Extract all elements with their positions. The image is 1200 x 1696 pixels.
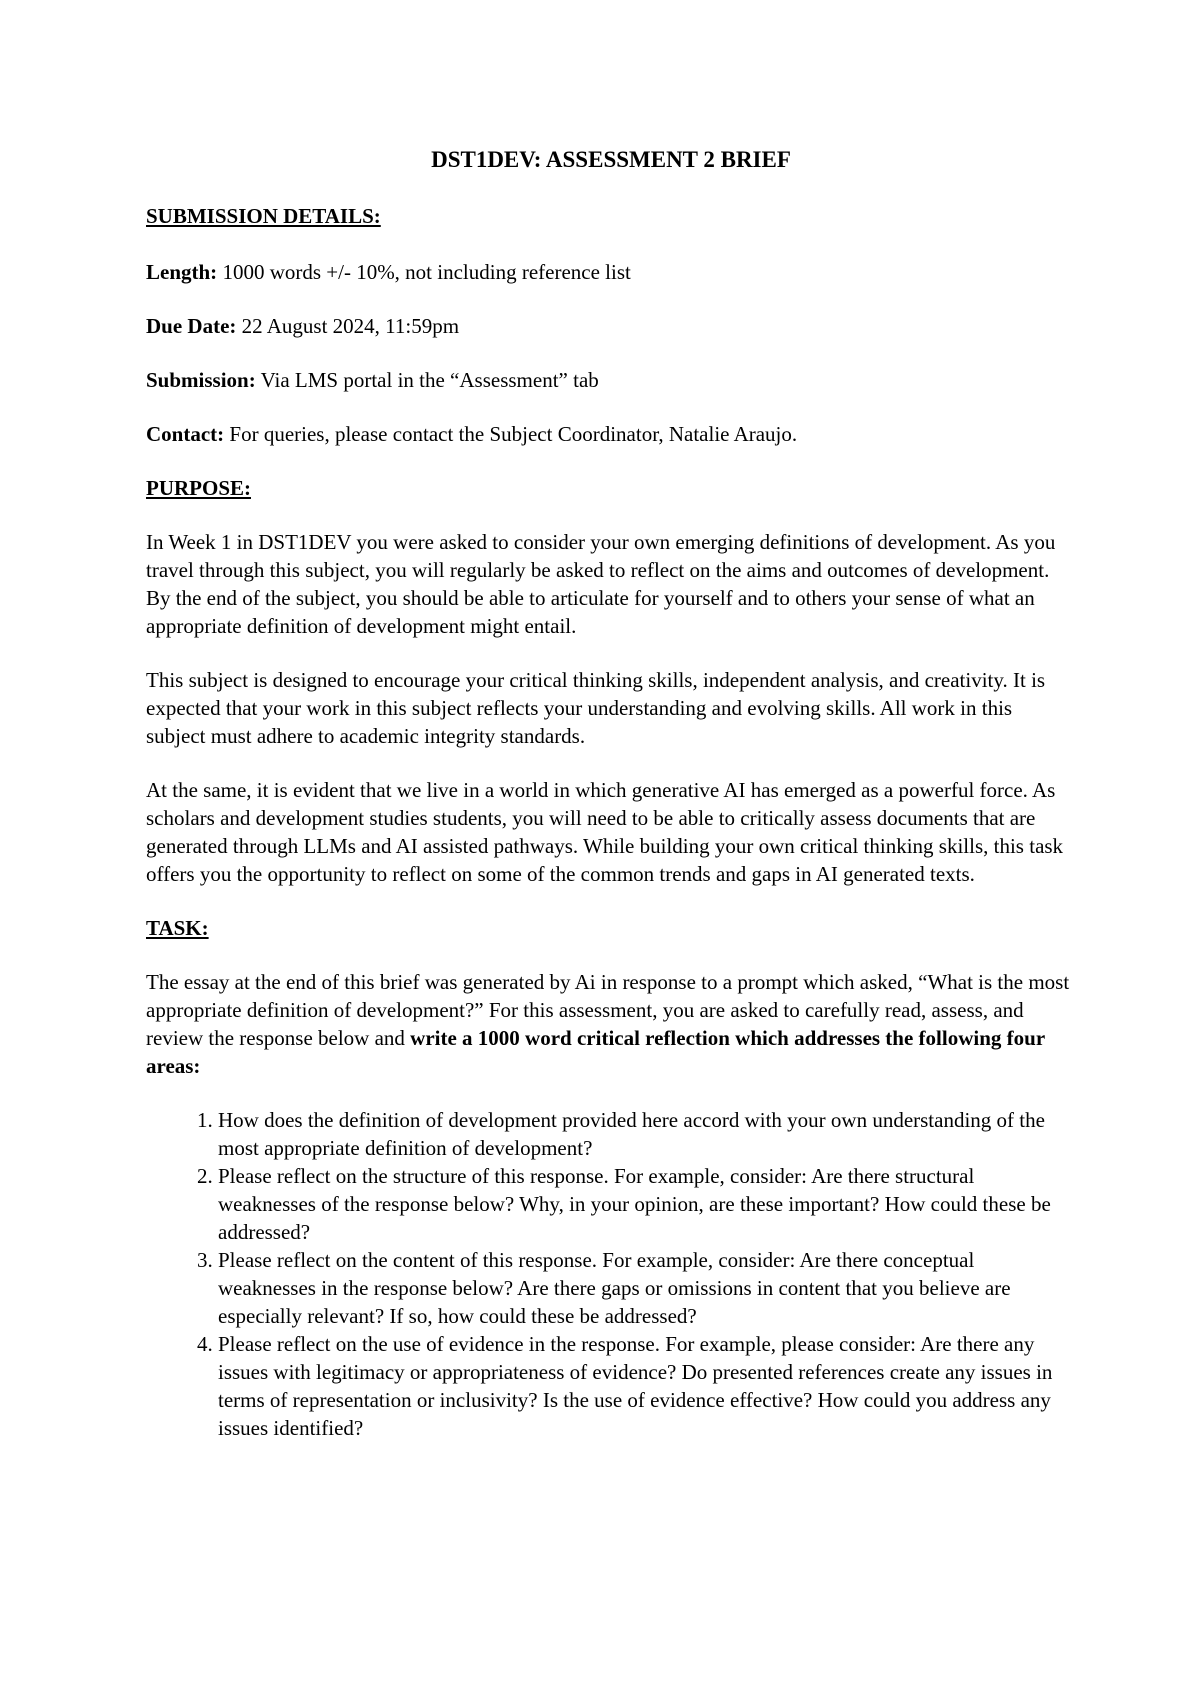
task-area-3: 3. Please reflect on the content of this response. For example, consider: Are there conceptual weaknesses in the response below? Are there gaps or omissions in content that you believe are especially relevant? If so, how could these be addressed? <box>218 1246 1076 1330</box>
length-value: 1000 words +/- 10%, not including reference list <box>222 260 631 284</box>
task-area-2: 2. Please reflect on the structure of this response. For example, consider: Are there structural weaknesses of the response below? Why, in your opinion, are these important? How could these be addressed? <box>218 1162 1076 1246</box>
purpose-paragraph-3: At the same, it is evident that we live in a world in which generative AI has emerged as a powerful force. As scholars and development studies students, you will need to be able to critically assess documents that are generated through LLMs and AI assisted pathways. While building your own critical thinking skills, this task offers you the opportunity to reflect on some of the common trends and gaps in AI generated texts. <box>146 778 1064 886</box>
task-heading: TASK: <box>146 916 209 940</box>
contact-detail <box>146 420 1076 448</box>
contact-value: For queries, please contact the Subject Coordinator, Natalie Araujo. <box>229 422 798 446</box>
document-page <box>146 145 1076 1442</box>
task-intro-bold: write a 1000 word critical reflection which addresses the following four areas: <box>146 1026 1045 1078</box>
purpose-paragraph-1: In Week 1 in DST1DEV you were asked to consider your own emerging definitions of development. As you travel through this subject, you will regularly be asked to reflect on the aims and outcomes of development. By the end of the subject, you should be able to articulate for yourself and to others your sense of what an appropriate definition of development might entail. <box>146 530 1056 638</box>
contact-label: Contact: <box>146 422 225 446</box>
due-date-detail <box>146 312 1076 340</box>
task-intro <box>146 968 1076 1080</box>
length-detail <box>146 258 1076 286</box>
task-areas-list <box>146 1106 1076 1442</box>
submission-label: Submission: <box>146 368 256 392</box>
task-area-4: 4. Please reflect on the use of evidence in the response. For example, please consider: Are there any issues with legitimacy or appropriateness of evidence? Do presented references create any issues in terms of representation or inclusivity? Is the use of evidence effective? How could you address any issues identified? <box>218 1330 1076 1442</box>
task-area-1: 1. How does the definition of development provided here accord with your own understanding of the most appropriate definition of development? <box>218 1106 1076 1162</box>
due-date-label: Due Date: <box>146 314 237 338</box>
document-title: DST1DEV: ASSESSMENT 2 BRIEF <box>431 147 791 172</box>
submission-detail <box>146 366 1076 394</box>
length-label: Length: <box>146 260 218 284</box>
submission-value: Via LMS portal in the “Assessment” tab <box>260 368 599 392</box>
purpose-heading: PURPOSE: <box>146 476 251 500</box>
submission-details-heading: SUBMISSION DETAILS: <box>146 204 381 228</box>
purpose-paragraph-2: This subject is designed to encourage your critical thinking skills, independent analysis, and creativity. It is expected that your work in this subject reflects your understanding and evolving skills. All work in this subject must adhere to academic integrity standards. <box>146 668 1046 748</box>
due-date-value: 22 August 2024, 11:59pm <box>241 314 460 338</box>
task-intro-text: The essay at the end of this brief was generated by Ai in response to a prompt which asked, “What is the most appropriate definition of development?” For this assessment, you are asked to carefully read, assess, and review the response below and <box>146 970 1070 1050</box>
